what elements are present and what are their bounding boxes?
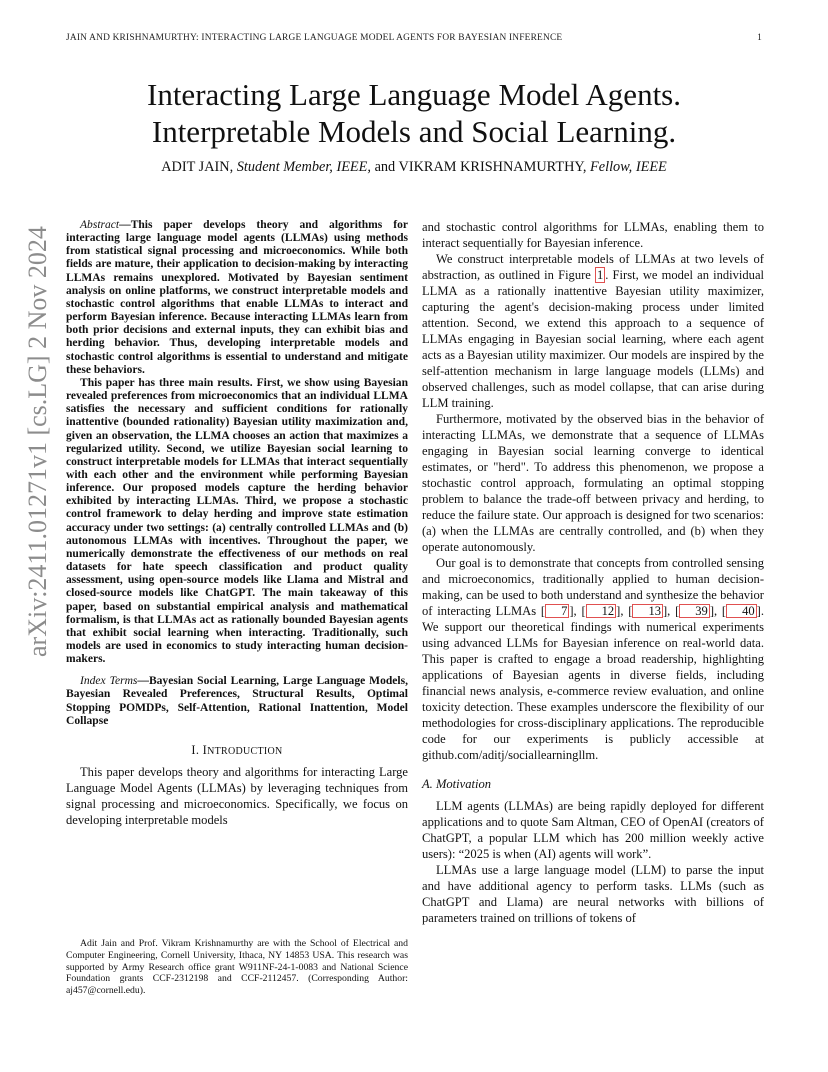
p3-text-b: . We support our theoretical findings with numerical experiments using advanced LLMs for Bayesian inference on real-world data. This paper is crafted to engage a broad readership, highlighting applications of Bayesian agents in diverse fields, including financial news analysis, e-commerce review evaluation, and online toxicity detection. These examples underscore the flexibility of our methodologies for cross-disciplinary applications. The reproducible code for our experiments is publicly accessible at github.com/aditj/sociallearningllm. [422, 604, 764, 762]
paper-title [60, 76, 768, 150]
section-numeral: I. I [191, 742, 208, 757]
author-2: and VIKRAM KRISHNAMURTHY, [374, 159, 587, 175]
left-column [66, 219, 408, 828]
p1-text-a: We construct interpretable models of LLMAs at two levels of abstraction, as outlined in Figure [422, 252, 764, 282]
p3-text-a: Our goal is to demonstrate that concepts from controlled sensing and microeconomics, traditionally applied to human decision-making, can be used to both understand and synthesize the behavior of interacting LLMAs [422, 556, 764, 618]
running-header [66, 33, 762, 43]
right-paragraph-3: Our goal is to demonstrate that concepts from controlled sensing and microeconomics, traditionally applied to human decision-making, can be used to both understand and synthesize the behavior of interacting LLMAs [ 7 ], [ 12 ], [ 13 ], [ 39 ], [ 40 ]. We support our theoretical findings with numerical experiments using advanced LLMs for Bayesian inference on real-world data. This paper is crafted to engage a broad readership, highlighting applications of Bayesian agents in diverse fields, including financial news analysis, e-commerce review evaluation, and online toxicity detection. These examples underscore the flexibility of our methodologies for cross-disciplinary applications. The reproducible code for our experiments is publicly accessible at github.com/aditj/sociallearningllm. [422, 556, 764, 762]
abstract-paragraph-2: This paper has three main results. First, we show using Bayesian revealed preferences from microeconomics that an individual LLMA satisfies the necessary and sufficient conditions for rationally inattentive (bounded rationality) Bayesian utility maximization and, given an observation, the LLMA chooses an action that maximizes a regularized utility. Second, we utilize Bayesian social learning to construct interpretable models for LLMAs that interact sequentially with each other and the environment while performing Bayesian inference. Our proposed models capture the herding behavior exhibited by interacting LLMAs. Third, we propose a stochastic control framework to delay herding and improve state estimation accuracy under two settings: (a) centrally controlled LLMAs and (b) autonomous LLMAs with incentives. Throughout the paper, we numerically demonstrate the effectiveness of our methods on real datasets for hate speech classification and product quality assessment, using open-source models like Llama and Mistral and closed-source models like ChatGPT. The main takeaway of this paper, based on substantial empirical analysis and mathematical formalism, is that LLMAs act as rationally bounded Bayesian agents that exhibit social learning when interacting. Traditionally, such models are used in economics to study interacting human decision-makers. [66, 376, 408, 666]
right-paragraph-4: LLM agents (LLMAs) are being rapidly deployed for different applications and to quote Sam Altman, CEO of OpenAI (creators of ChatGPT, a popular LLM which has 200 million weekly active users): “2025 is when (AI) agents will work”. [422, 799, 764, 861]
author-1-role: Student Member, IEEE, [236, 159, 371, 175]
figure-link[interactable]: 1 [597, 268, 604, 282]
right-column [422, 219, 764, 926]
subsection-heading-motivation: A. Motivation [422, 777, 491, 791]
right-paragraph-2: Furthermore, motivated by the observed bias in the behavior of interacting LLMAs, we demonstrate that a sequence of LLMAs engaging in Bayesian social learning converge to identical estimates, or "herd". To address this phenomenon, we propose a stochastic control approach, formulating an optimal stopping problem to balance the trade-off between privacy and herding, to reduce the failure state. Our approach is designed for two scenarios: (a) when the LLMAs are centrally controlled, and (b) when they operate autonomously. [422, 412, 764, 554]
index-terms-label: Index Terms [80, 675, 138, 688]
citation-link[interactable]: 12 [586, 604, 617, 618]
section-heading-introduction [66, 743, 408, 758]
author-1: ADIT JAIN, [161, 159, 234, 175]
title-line-1: Interacting Large Language Model Agents. [147, 77, 681, 112]
citation-link[interactable]: 39 [679, 604, 710, 618]
page-number: 1 [757, 33, 762, 43]
citation-link[interactable]: 7 [545, 604, 569, 618]
citation-link[interactable]: 13 [632, 604, 663, 618]
right-paragraph-1 [422, 251, 764, 411]
running-title: JAIN AND KRISHNAMURTHY: INTERACTING LARGE LANGUAGE MODEL AGENTS FOR BAYESIAN INFERENCE [66, 33, 563, 43]
right-paragraph-5: LLMAs use a large language model (LLM) to parse the input and have additional agency to perform tasks. LLMs (such as ChatGPT and Llama) are neural networks with billions of parameters trained on trillions of tokens of [422, 863, 764, 925]
index-terms [66, 675, 408, 728]
right-paragraph-0: and stochastic control algorithms for LLMAs, enabling them to interact sequentially for Bayesian inference. [422, 220, 764, 250]
abstract-paragraph-1 [66, 219, 408, 377]
abstract-text-1: —This paper develops theory and algorithms for interacting large language model agents (LLMAs) using methods from statistical signal processing and microeconomics. While both fields are mature, their application to decision-making by interacting LLMAs remains unexplored. Motivated by Bayesian sentiment analysis on online platforms, we construct interpretable models and stochastic control algorithms that enable LLMAs to interact and perform Bayesian inference. Because interacting LLMAs learn from both prior decisions and external inputs, they can exhibit bias and herding behavior. Thus, developing interpretable models and stochastic control algorithms is essential to understand and mitigate these behaviors. [66, 219, 408, 376]
author-line [60, 159, 768, 176]
intro-paragraph: This paper develops theory and algorithms for interacting Large Language Model Agents (LLMAs) by leveraging techniques from signal processing and microeconomics. Specifically, we focus on developing interpretable models [66, 764, 408, 827]
abstract-label: Abstract [80, 219, 120, 231]
footnote: Adit Jain and Prof. Vikram Krishnamurthy are with the School of Electrical and Computer Engineering, Cornell University, Ithaca, NY 14853 USA. This research was supported by Army Research office grant W911NF-24-1-0083 and National Science Foundation grants CCF-2312198 and CCF-2112457. (Corresponding Author: aj457@cornell.edu). [66, 938, 408, 997]
arxiv-stamp: arXiv:2411.01271v1 [cs.LG] 2 Nov 2024 [23, 226, 52, 657]
citation-link[interactable]: 40 [726, 604, 757, 618]
section-title: NTRODUCTION [207, 745, 283, 757]
p1-text-b: . First, we model an individual LLMA as a rationally inattentive Bayesian utility maximizer, capturing the agent's decision-making process under limited attention. Second, we extend this approach to a sequence of LLMAs engaging in Bayesian social learning, where each agent acts as a Bayesian utility maximizer. Our models are inspired by the self-attention mechanism in large language models (LLMs) and observed challenges, such as model collapse, that can arise during LLM training. [422, 268, 764, 410]
author-2-role: Fellow, IEEE [590, 159, 667, 175]
index-terms-text: —Bayesian Social Learning, Large Language Models, Bayesian Revealed Preferences, Structural Results, Optimal Stopping POMDPs, Self-Attention, Rational Inattention, Model Collapse [66, 675, 408, 727]
title-line-2: Interpretable Models and Social Learning. [151, 114, 677, 149]
